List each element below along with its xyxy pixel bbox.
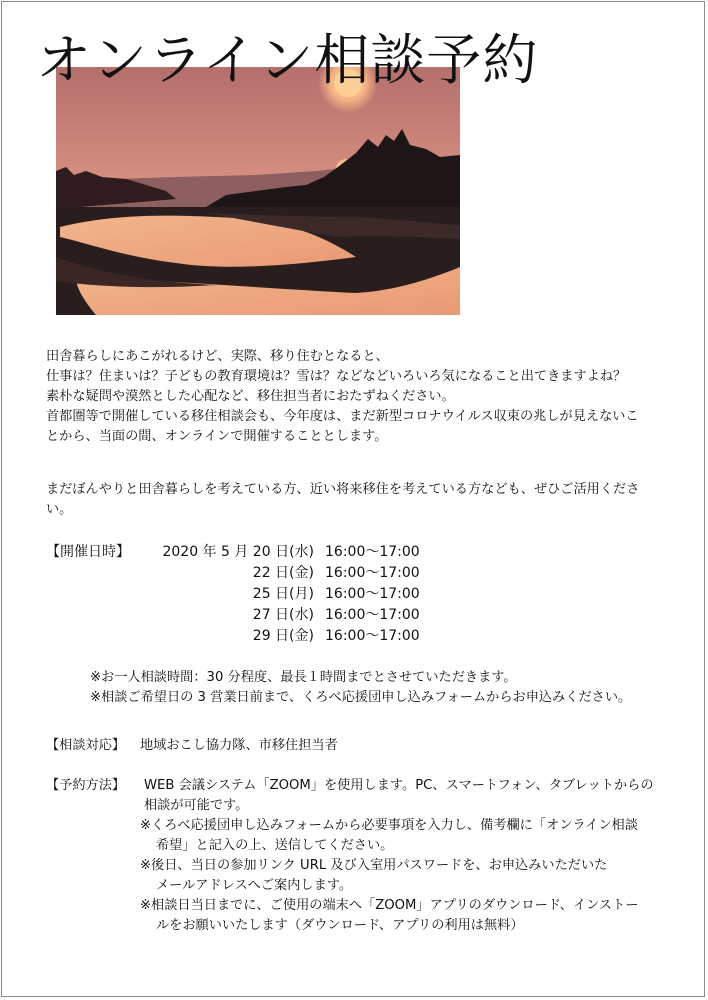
schedule-date: 22 日(金) — [252, 565, 314, 581]
method-item — [140, 816, 654, 856]
schedule-label: 【開催日時】 — [46, 544, 130, 560]
intro-line: 仕事は？住まいは？子どもの教育環境は？雪は？などなどいろいろ気になること出てきますよね？ — [46, 369, 627, 384]
consultation-staff-label: 【相談対応】 — [46, 738, 126, 753]
intro2-line: まだぼんやりと田舎暮らしを考えている方、近い将来移住を考えている方なども、ぜひご活用くださ — [46, 482, 640, 497]
intro-line: 首都圏等で開催している移住相談会も、今年度は、まだ新型コロナウイルス収束の兆しが見えないこ — [46, 409, 639, 424]
note-line: ※相談ご希望日の 3 営業日前まで、くろべ応援団申し込みフォームからお申込みください。 — [90, 690, 632, 705]
schedule-date: 25 日(月) — [252, 586, 314, 602]
method-item-first: ※相談日当日までに、ご使用の端末へ「ZOOM」アプリのダウンロード、インストー — [140, 898, 639, 913]
schedule-date: 29 日(金) — [252, 628, 314, 644]
schedule-row — [140, 605, 420, 626]
schedule-row — [140, 563, 420, 584]
method-item — [140, 856, 654, 896]
method-item-first: ※後日、当日の参加リンク URL 及び入室用パスワードを、お申込みいただいた — [140, 858, 608, 873]
schedule-time: 16:00～17:00 — [325, 544, 420, 560]
reservation-method-label: 【予約方法】 — [46, 778, 126, 793]
intro-paragraph — [46, 347, 639, 447]
schedule-time: 16:00～17:00 — [325, 586, 420, 602]
method-line: 相談が可能です。 — [144, 798, 249, 813]
schedule-date: 2020 年 5 月 20 日(水) — [162, 544, 314, 560]
reservation-method — [140, 776, 654, 936]
page-title: オンライン相談予約 — [36, 28, 539, 92]
intro-paragraph-2 — [46, 480, 639, 520]
method-item-cont: 希望」と記入の上、送信してください。 — [156, 838, 394, 853]
method-item-cont: メールアドレスへご案内します。 — [156, 878, 353, 893]
schedule-time: 16:00～17:00 — [325, 628, 420, 644]
schedule-row — [140, 584, 420, 605]
consultation-staff-text: 地域おこし協力隊、市移住担当者 — [140, 738, 338, 753]
schedule-time: 16:00～17:00 — [325, 565, 420, 581]
intro2-line: い。 — [46, 502, 73, 517]
schedule-row — [140, 542, 420, 563]
intro-line: 田舎暮らしにあこがれるけど、実際、移り住むとなると、 — [46, 349, 389, 364]
schedule-time: 16:00～17:00 — [325, 607, 420, 623]
schedule-list — [140, 542, 420, 647]
schedule-row — [140, 626, 420, 647]
method-item-first: ※くろべ応援団申し込みフォームから必要事項を入力し、備考欄に「オンライン相談 — [140, 818, 638, 833]
schedule-notes — [90, 668, 631, 708]
method-item-cont: ルをお願いいたします（ダウンロード、アプリの利用は無料） — [156, 918, 524, 933]
intro-line: 素朴な疑問や漠然とした心配など、移住担当者におたずねください。 — [46, 389, 455, 404]
schedule-date: 27 日(水) — [252, 607, 314, 623]
photo-illustration — [56, 67, 460, 315]
method-item — [140, 896, 654, 936]
sunset-rice-field-photo — [56, 67, 460, 315]
intro-line: とから、当面の間、オンラインで開催することとします。 — [46, 429, 388, 444]
method-line: WEB 会議システム「ZOOM」を使用します。PC、スマートフォン、タブレットからの — [144, 778, 654, 793]
note-line: ※お一人相談時間：30 分程度、最長１時間までとさせていただきます。 — [90, 670, 517, 685]
